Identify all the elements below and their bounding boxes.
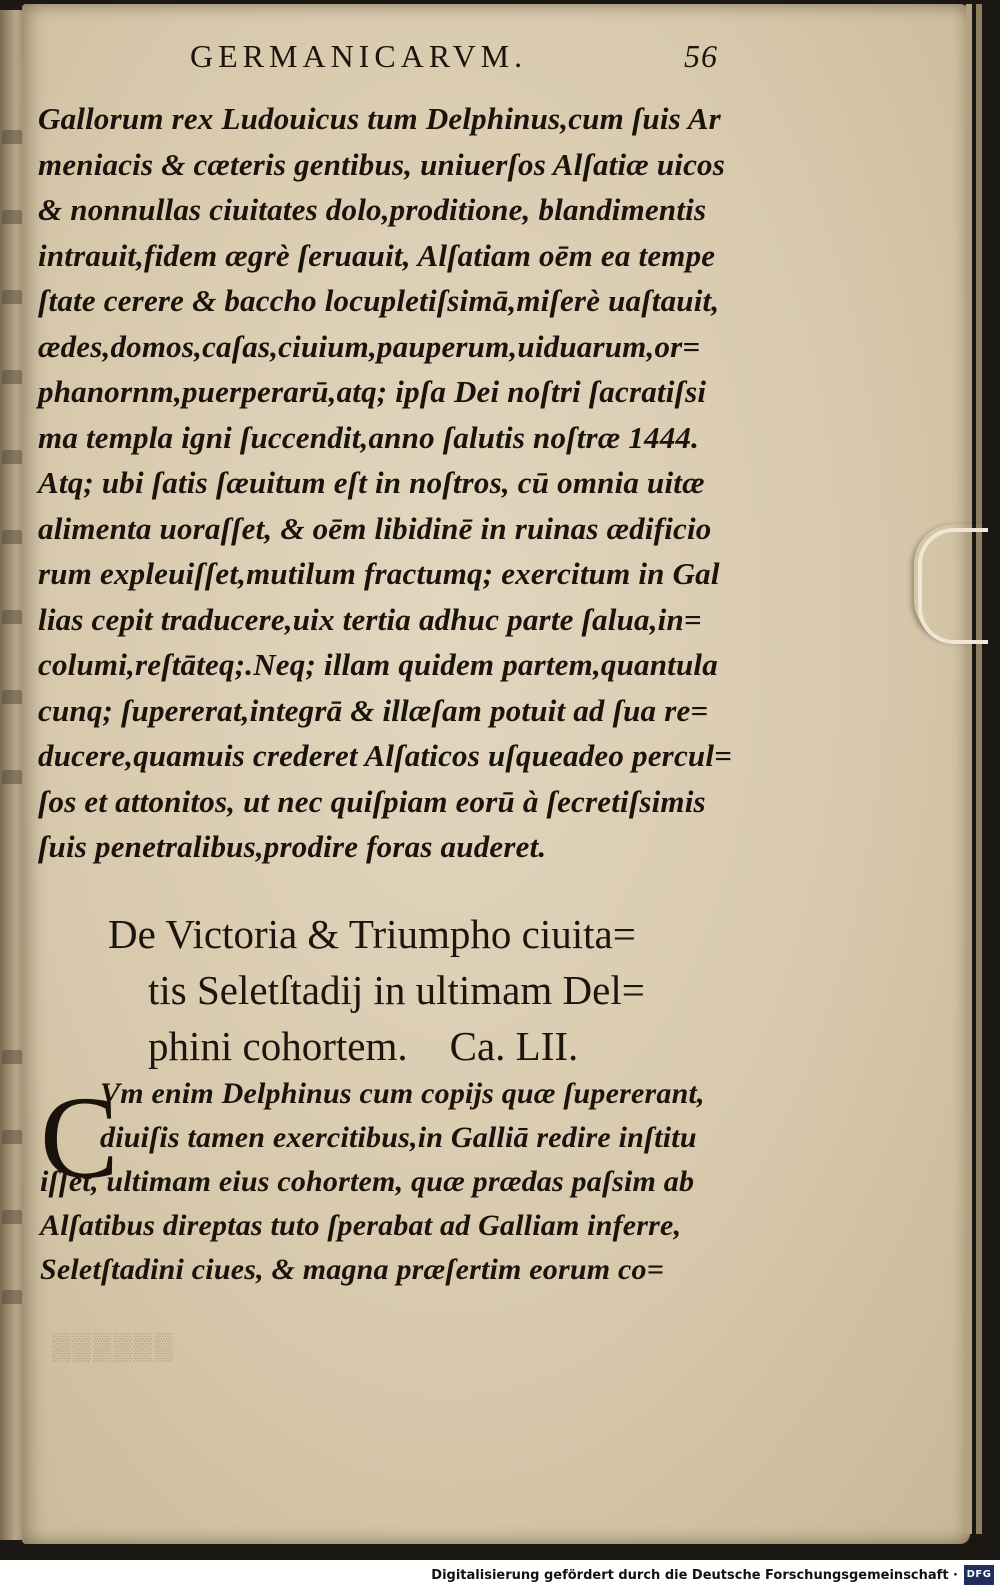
text-line: Alſatibus direptas tuto ſperabat ad Galliam inferre, (40, 1209, 682, 1242)
running-head (190, 38, 750, 75)
text-line: Seletſtadini ciues, & magna præſertim eorum co= (40, 1253, 664, 1286)
text-line: ma templa igni ſuccendit,anno ſalutis noſtræ 1444. (38, 419, 700, 455)
text-line: Vm enim Delphinus cum copijs quæ ſupererant, (100, 1077, 705, 1110)
text-line: ædes,domos,caſas,ciuium,pauperum,uiduarum,or= (38, 328, 701, 364)
text-line: ſuis penetralibus,prodire foras auderet. (38, 829, 547, 864)
page-number: 56 (684, 38, 718, 74)
show-through-ink: ▒▒▒▒▒▒ (52, 1332, 175, 1361)
chapter-heading (108, 906, 748, 1074)
text-line: Atq; ubi ſatis ſæuitum eſt in noſtros, cū omnia uitæ (38, 465, 705, 500)
text-line: ſtate cerere & baccho locupletiſsimā,miſerè uaſtauit, (38, 283, 720, 318)
heading-line-text: phini cohortem. (148, 1023, 408, 1069)
text-line: alimenta uoraſſet, & oēm libidinē in ruinas ædificio (38, 510, 712, 546)
text-line: diuiſis tamen exercitibus,in Galliā redire inſtitu (100, 1121, 697, 1154)
drop-cap: C (40, 1072, 119, 1203)
heading-line: tis Seletſtadij in ultimam Del= (148, 967, 645, 1013)
text-line: intrauit,fidem ægrè ſeruauit, Alſatiam oēm ea tempe (38, 237, 716, 273)
paragraph-2 (40, 1072, 780, 1292)
text-line: iſſet, ultimam eius cohortem, quæ prædas paſsim ab (40, 1165, 695, 1198)
text-line: ſos et attonitos, ut nec quiſpiam eorū à ſecretiſsimis (38, 783, 706, 819)
text-line: lias cepit traducere,uix tertia adhuc parte ſalua,in= (38, 601, 702, 637)
page-stack-edge (976, 4, 982, 1534)
paragraph-1 (38, 96, 768, 870)
text-line: Gallorum rex Ludouicus tum Delphinus,cum ſuis Ar (38, 101, 721, 136)
chapter-number: Ca. LII. (449, 1023, 579, 1069)
text-line: rum expleuiſſet,mutilum fractumq; exercitum in Gal (38, 556, 720, 591)
text-line: phanornm,puerperarū,atq; ipſa Dei noſtri ſacratiſsi (38, 374, 707, 409)
dfg-logo: DFG (964, 1565, 994, 1585)
text-line: columi,reſtāteq;.Neq; illam quidem partem,quantula (38, 647, 718, 682)
footer-bar (0, 1560, 1000, 1594)
heading-line: De Victoria & Triumpho ciuita= (108, 911, 636, 957)
text-line: meniacis & cæteris gentibus, uniuerſos Alſatiæ uicos (38, 146, 726, 182)
text-line: cunq; ſupererat,integrā & illæſam potuit ad ſua re= (38, 692, 709, 728)
funding-credit: Digitalisierung gefördert durch die Deutsche Forschungsgemeinschaft · (431, 1568, 958, 1583)
text-line: ducere,quamuis crederet Alſaticos uſqueadeo percul= (38, 738, 733, 773)
text-line: & nonnullas ciuitates dolo,proditione, blandimentis (38, 192, 707, 227)
running-head-title: GERMANICARVM. (190, 38, 528, 74)
page-stack-edge (966, 4, 972, 1534)
heading-line (108, 1018, 748, 1074)
page-clasp (918, 528, 988, 644)
